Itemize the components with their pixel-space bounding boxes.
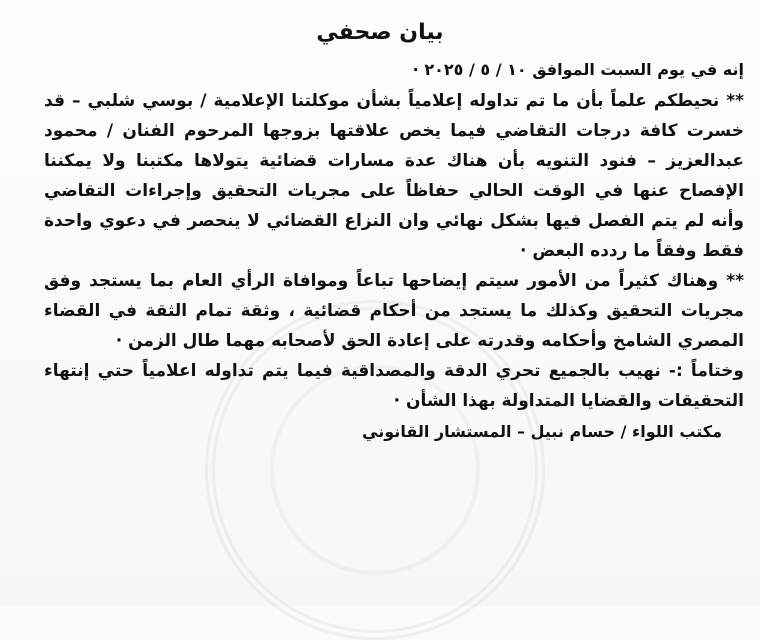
- paragraph-2: ** وهناك كثيراً من الأمور سيتم إيضاحها تباعاً وموافاة الرأي العام بما يستجد وفق مجريات التحقيق وكذلك ما يستجد من أحكام قضائية ، وثقة تمام الثقة في القضاء المصري الشامخ وأحكامه وقدرته على إعادة الحق لأصحابه مهما طال الزمن ·: [44, 271, 744, 351]
- signature-line: مكتب اللواء / حسام نبيل – المستشار القانوني: [362, 422, 722, 441]
- statement-title: بيان صحفي: [316, 20, 444, 45]
- paragraph-1: ** نحيطكم علماً بأن ما تم تداوله إعلامياً بشأن موكلتنا الإعلامية / بوسي شلبي – قد خسرت كافة درجات التقاضي فيما يخص علاقتها بزوجها المرحوم الفنان / محمود عبدالعزيز – فنود التنويه بأن هناك عدة مسارات قضائية يتولاها مكتبنا ولا يمكننا الإفصاح عنها في الوقت الحالي حفاظاً على مجريات التحقيق وإجراءات التقاضي وأنه لم يتم الفصل فيها بشكل نهائي وان النزاع القضائي لا ينحصر في دعوي واحدة فقط وفقاً ما ردده البعض ·: [44, 91, 744, 261]
- paragraph-3: وختاماً :- نهيب بالجميع تحري الدقة والمصداقية فيما يتم تداوله اعلامياً حتي إنتهاء التحقيقات والقضايا المتداولة بهذا الشأن ·: [44, 361, 744, 411]
- date-line: إنه في يوم السبت الموافق ١٠ / ٥ / ٢٠٢٥ ·: [412, 60, 744, 79]
- statement-body: [44, 58, 744, 446]
